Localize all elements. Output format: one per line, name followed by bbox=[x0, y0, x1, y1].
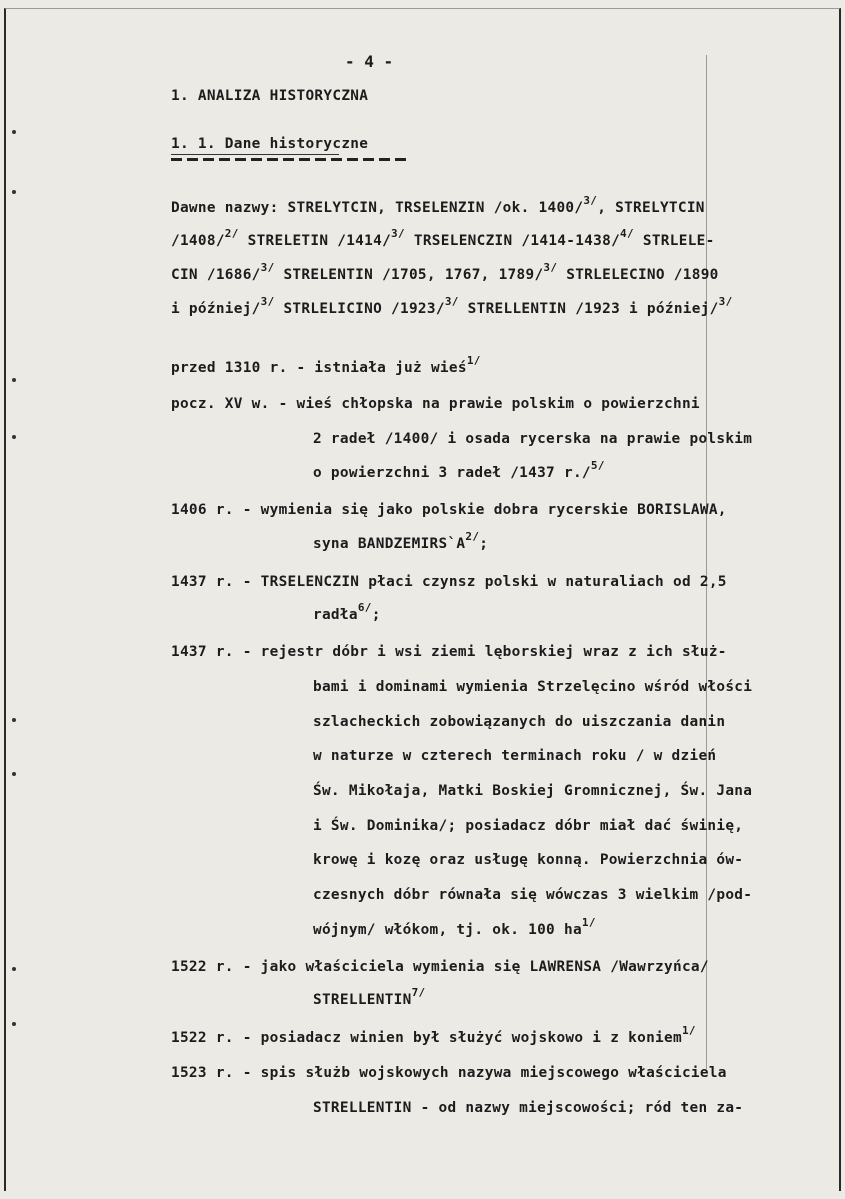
subheading-dash-line bbox=[171, 158, 411, 161]
punch-mark bbox=[12, 190, 16, 194]
entry-1310: przed 1310 r. - istniała już wieś$^{1/}$ bbox=[171, 354, 481, 376]
punch-mark bbox=[12, 1022, 16, 1026]
names-line-4: i później/$^{3/}$ STRLELICINO /1923/$^{3/}$ STRELLENTIN /1923 i później/$^{3/}$ bbox=[171, 295, 733, 317]
entry-1523-line-2: STRELLENTIN - od nazwy miejscowości; ród ten za- bbox=[313, 1100, 744, 1116]
entry-1437b-line-3: szlacheckich zobowiązanych do uiszczania danin bbox=[313, 714, 726, 730]
entry-xv-line-2: 2 radeł /1400/ i osada rycerska na prawie polskim bbox=[313, 431, 753, 447]
entry-1406-line-2: syna $BANDZEMIRS`A^{2/}$; bbox=[313, 530, 489, 552]
section-heading: 1. ANALIZA HISTORYCZNA bbox=[171, 88, 369, 104]
entry-1522b: 1522 r. - posiadacz winien był służyć wojskowo i z koniem$^{1/}$ bbox=[171, 1024, 696, 1046]
subsection-heading: 1. 1. Dane historyczne bbox=[171, 136, 369, 152]
entry-xv-line-3: o powierzchni 3 radeł /1437 r./$^{5/}$ bbox=[313, 459, 605, 481]
names-line-2: /1408/$^{2/}$ STRELETIN /1414/$^{3/}$ TRSELENCZIN /1414-1438/$^{4/}$ STRLELE- bbox=[171, 227, 715, 249]
punch-mark bbox=[12, 435, 16, 439]
entry-1437b-line-9: wójnym/ włókom, tj. ok. 100 $ha^{1/}$ bbox=[313, 916, 596, 938]
punch-mark bbox=[12, 130, 16, 134]
names-line-3: CIN /1686/$^{3/}$ STRELENTIN /1705, 1767, 1789/$^{3/}$ STRLELECINO /1890 bbox=[171, 261, 719, 283]
entry-1437b-line-2: bami i dominami wymienia Strzelęcino wśród włości bbox=[313, 679, 753, 695]
page-border bbox=[4, 8, 841, 1191]
entry-1523-line-1: 1523 r. - spis służb wojskowych nazywa miejscowego właściciela bbox=[171, 1065, 727, 1081]
punch-mark bbox=[12, 967, 16, 971]
names-line-1: Dawne nazwy: STRELYTCIN, TRSELENZIN /ok. 1400/$^{3/}$, STRELYTCIN bbox=[171, 194, 705, 216]
subheading-underline bbox=[171, 154, 339, 155]
entry-1437a-line-1: 1437 r. - TRSELENCZIN płaci czynsz polski w naturaliach od 2,5 bbox=[171, 574, 727, 590]
fold-line bbox=[706, 55, 707, 1069]
entry-xv-line-1: pocz. XV w. - wieś chłopska na prawie polskim o powierzchni bbox=[171, 396, 700, 412]
entry-1437b-line-7: krowę i kozę oraz usługę konną. Powierzchnia ów- bbox=[313, 852, 744, 868]
page-number: - 4 - bbox=[345, 52, 394, 71]
entry-1437a-line-2: radła$^{6/}$; bbox=[313, 601, 381, 623]
entry-1437b-line-8: czesnych dóbr równała się wówczas 3 wielkim /pod- bbox=[313, 887, 753, 903]
entry-1437b-line-5: Św. Mikołaja, Matki Boskiej Gromnicznej, Św. Jana bbox=[313, 783, 753, 799]
punch-mark bbox=[12, 772, 16, 776]
entry-1406-line-1: 1406 r. - wymienia się jako polskie dobra rycerskie BORISLAWA, bbox=[171, 502, 727, 518]
punch-mark bbox=[12, 378, 16, 382]
entry-1437b-line-4: w naturze w czterech terminach roku / w dzień bbox=[313, 748, 717, 764]
entry-1522a-line-1: 1522 r. - jako właściciela wymienia się LAWRENSA /Wawrzyńca/ bbox=[171, 959, 709, 975]
punch-mark bbox=[12, 718, 16, 722]
entry-1437b-line-1: 1437 r. - rejestr dóbr i wsi ziemi lęborskiej wraz z ich służ- bbox=[171, 644, 727, 660]
entry-1522a-line-2: $STRELLENTIN^{7/}$ bbox=[313, 986, 426, 1008]
entry-1437b-line-6: i Św. Dominika/; posiadacz dóbr miał dać świnię, bbox=[313, 818, 744, 834]
